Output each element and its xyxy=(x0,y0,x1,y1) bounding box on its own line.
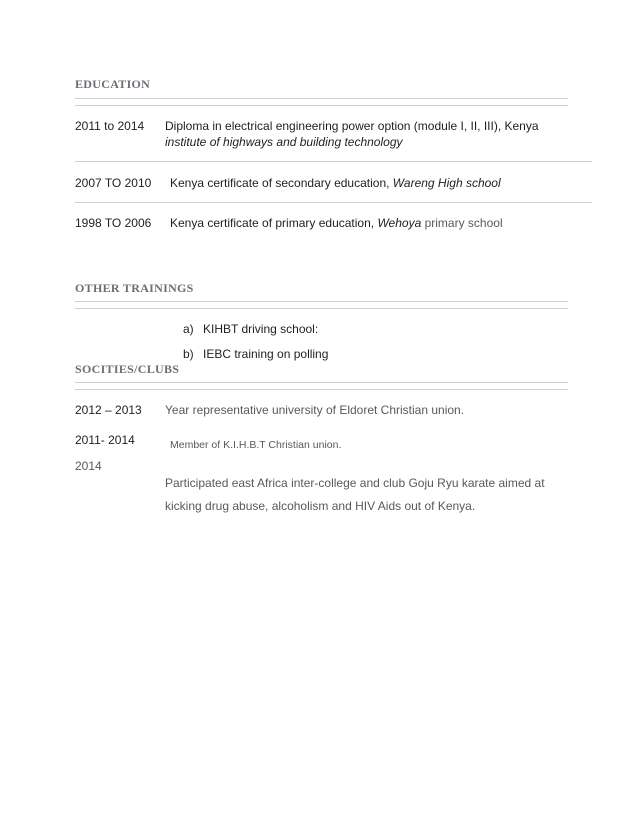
list-item-marker: a) xyxy=(183,322,194,336)
divider xyxy=(75,301,568,302)
training-item: KIHBT driving school: xyxy=(203,322,319,336)
divider xyxy=(75,98,568,99)
list-item-marker: b) xyxy=(183,347,194,361)
education-item: Kenya certificate of secondary education, Wareng High school xyxy=(170,176,501,190)
education-date: 2011 to 2014 xyxy=(75,119,145,133)
education-heading: EDUCATION xyxy=(75,77,151,91)
education-item: Diploma in electrical engineering power option (module I, II, III), Kenya xyxy=(165,119,539,133)
education-date: 2007 TO 2010 xyxy=(75,176,152,190)
clubs-heading: SOCITIES/CLUBS xyxy=(75,362,180,376)
education-date: 1998 TO 2006 xyxy=(75,216,152,230)
education-item-continued: institute of highways and building technology xyxy=(165,135,403,149)
divider xyxy=(75,105,568,106)
club-item: Participated east Africa inter-college and club Goju Ryu karate aimed at xyxy=(165,476,545,490)
club-item: Year representative university of Eldoret Christian union. xyxy=(165,403,465,417)
club-date: 2014 xyxy=(75,459,102,473)
divider xyxy=(75,308,568,309)
divider xyxy=(75,202,592,203)
other-trainings-heading: OTHER TRAININGS xyxy=(75,281,194,295)
divider xyxy=(75,389,568,390)
club-item-continued: kicking drug abuse, alcoholism and HIV Aids out of Kenya. xyxy=(165,499,476,513)
club-date: 2012 – 2013 xyxy=(75,403,142,417)
club-item: Member of K.I.H.B.T Christian union. xyxy=(170,439,342,451)
divider xyxy=(75,161,592,162)
training-item: IEBC training on polling xyxy=(203,347,329,361)
divider xyxy=(75,382,568,383)
education-item: Kenya certificate of primary education, Wehoya primary school xyxy=(170,216,503,230)
club-date: 2011- 2014 xyxy=(75,433,135,447)
